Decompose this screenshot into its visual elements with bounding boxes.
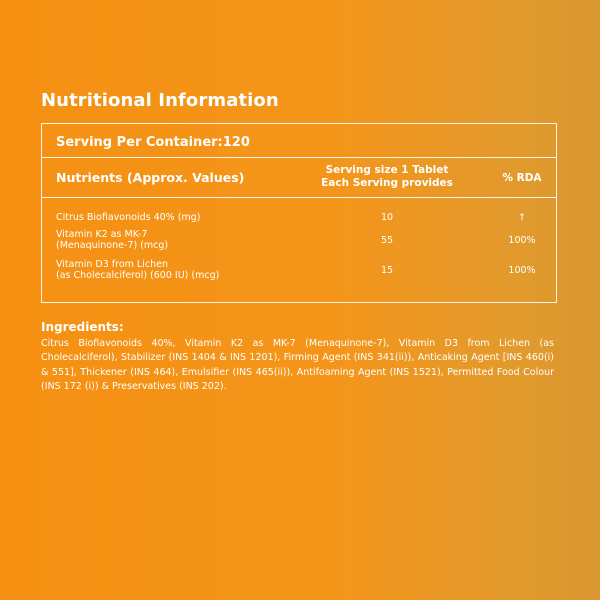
nutrient-name-line1: Vitamin D3 from Lichen (56, 259, 168, 270)
ingredients-heading: Ingredients: (41, 320, 124, 334)
nutrient-rda: 100% (508, 235, 536, 246)
nutrient-name (56, 212, 286, 223)
header-rda: % RDA (502, 172, 542, 184)
header-serving-line1: Serving size 1 Tablet (325, 164, 449, 176)
nutrient-rda: † (519, 212, 525, 223)
nutrient-name-line1: Vitamin K2 as MK-7 (56, 229, 148, 240)
ingredients-text: Citrus Biofiavonoids 40%, Vitamin K2 as MK-7 (Menaquinone-7), Vitamin D3 from Lichen (as Cholecalciferol), Stabilizer (INS 1404 & INS 1201), Firming Agent (INS 341(ii)), Anticaking Agent [INS 460(i) & 551], Thickener (INS 464), Emulsifier (INS 465(ii)), Antifoaming Agent (INS 1521), Permitted Food Colour (INS 172 (i)) & Preservatives (INS 202). (41, 338, 554, 393)
nutrient-name-line2: (Menaquinone-7) (mcg) (56, 240, 169, 251)
nutrient-rda: 100% (508, 265, 536, 276)
nutrient-name (56, 229, 286, 251)
nutrient-name-line1: Citrus Biofiavonoids 40% (mg) (56, 212, 201, 223)
serving-per-container-row (42, 124, 556, 158)
nutrient-name (56, 259, 286, 281)
nutrient-value: 55 (380, 235, 394, 246)
serving-per-container: Serving Per Container:120 (56, 135, 250, 150)
nutrient-name-line2: (as Cholecalciferol) (600 IU) (mcg) (56, 270, 220, 281)
table-header (42, 158, 556, 198)
nutrient-value: 10 (380, 212, 394, 223)
header-serving-line2: Each Serving provides (321, 177, 453, 189)
nutrient-value: 15 (380, 265, 394, 276)
header-serving-size (287, 164, 487, 190)
page-title: Nutritional Information (41, 90, 279, 111)
header-nutrients: Nutrients (Approx. Values) (56, 170, 245, 185)
nutrition-table (41, 123, 557, 303)
